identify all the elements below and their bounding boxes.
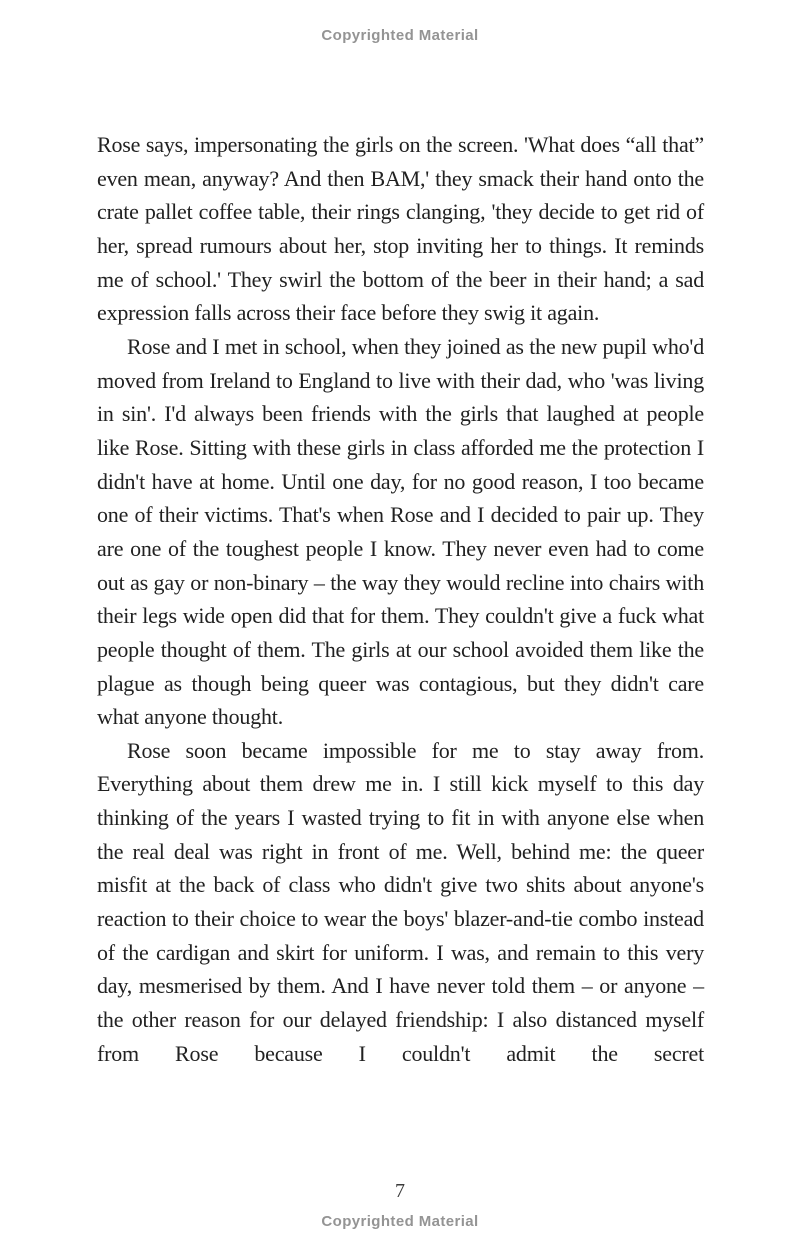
body-paragraph: Rose soon became impossible for me to stay away from. Everything about them drew me in. I still kick myself to this day thinking of the years I wasted trying to fit in with anyone else when the real deal was right in front of me. Well, behind me: the queer misfit at the back of class who didn't give two shits about anyone's reaction to their choice to wear the boys' blazer-and-tie combo instead of the cardigan and skirt for uniform. I was, and remain to this very day, mesmerised by them. And I have never told them – or anyone – the other reason for our delayed friendship: I also distanced myself from Rose because I couldn't admit the secret [97,737,704,1066]
body-paragraph: Rose says, impersonating the girls on the screen. 'What does “all that” even mean, anyway? And then BAM,' they smack their hand onto the crate pallet coffee table, their rings clanging, 'they decide to get rid of her, spread rumours about her, stop inviting her to things. It reminds me of school.' They swirl the bottom of the beer in their hand; a sad expression falls across their face before they swig it again. [97,132,704,326]
body-paragraph: Rose and I met in school, when they joined as the new pupil who'd moved from Ireland to England to live with their dad, who 'was living in sin'. I'd always been friends with the girls that laughed at people like Rose. Sitting with these girls in class afforded me the protection I didn't have at home. Until one day, for no good reason, I too became one of their victims. That's when Rose and I decided to pair up. They are one of the toughest people I know. They never even had to come out as gay or non-binary – the way they would recline into chairs with their legs wide open did that for them. They couldn't give a fuck what people thought of them. The girls at our school avoided them like the plague as though being queer was contagious, but they didn't care what anyone thought. [97,333,704,730]
copyright-notice-top: Copyrighted Material [321,27,479,44]
copyright-notice-bottom: Copyrighted Material [321,1213,479,1230]
body-text-block [97,128,704,1070]
page-number: 7 [395,1180,405,1202]
